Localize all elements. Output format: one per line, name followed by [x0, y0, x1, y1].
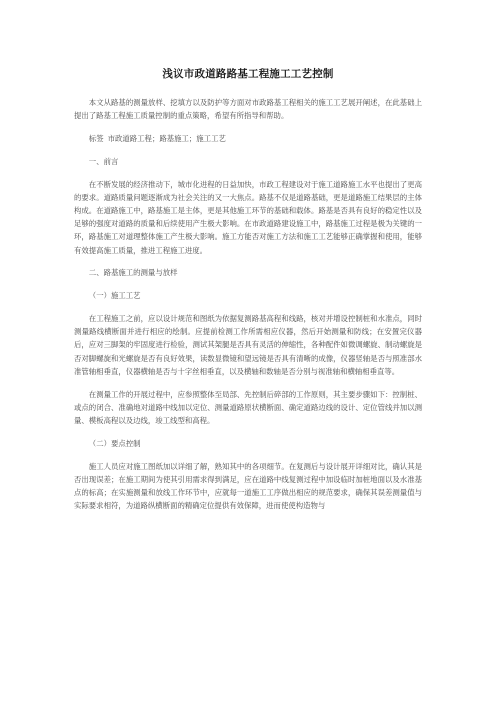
section-heading-preface: 一、前言 — [88, 156, 119, 166]
keywords-text: 市政道路工程；路基施工；施工工艺 — [107, 134, 226, 143]
keywords-line — [74, 132, 422, 145]
keywords-label: 标签 — [88, 134, 104, 143]
document-body — [74, 96, 422, 522]
process-paragraph-2: 在测量工作的开展过程中，应参照整体至局部、先控制后碎部的工作原则，其主要步骤如下：控制桩、或点的闭合、准确地对道路中线加以定位、测量道路原状横断面、确定道路边线的设计、定位管线并加以测量、模板高程以及边线，竣工线型和高程。 — [74, 389, 422, 426]
section-heading-survey: 二、路基施工的测量与放样 — [88, 268, 178, 278]
document-title: 浅议市政道路路基工程施工工艺控制 — [162, 68, 334, 80]
subsection-heading-process: （一）施工工艺 — [88, 291, 141, 301]
control-paragraph-1: 施工人员应对施工图纸加以详细了解，熟知其中的各项细节。在复测后与设计展开详细对比，确认其是否出现误差；在施工期间为使其引用需求得到满足，应在道路中线复测过程中加设临时加桩地面以及水准基点的标高；在实施测量和放线工作环节中，应就每一道施工工序做出相应的规范要求，确保其误差测量值与实际要求相符，为道路纵横断面的精确定位提供有效保障，进而使使构造物与 — [74, 461, 422, 511]
preface-paragraph: 在不断发展的经济推动下，城市化进程的日益加快，市政工程建设对于施工道路施工水平也提出了更高的要求。道路质量问题逐渐成为社会关注的又一大焦点。路基不仅是道路基础，更是道路施工结果层的主体构成。在道路施工中，路基施工是主体，更是其他施工环节的基础和载体。路基是否具有良好的稳定性以及足够的强度对道路的质量和后续使用产生极大影响。在市政道路建设施工中，路基施工过程是极为关键的一环，路基施工对道理整体施工产生极大影响。施工方能否对施工方法和施工工艺能够正确掌握和使用，能够有效提高施工质量，推进工程施工进度。 — [74, 179, 422, 255]
subsection-heading-control: （二）要点控制 — [88, 438, 141, 448]
process-paragraph-1: 在工程施工之前，应以设计规范和图纸为依据复测路基高程和线路，核对并增设控制桩和水准点，同时测量路线横断面并进行相应的绘制。应提前检测工作所需相应仪器，然后开始测量和防线；在安置完仪器后，应对三脚架的牢固度进行检验，测试其架腿是否具有灵活的伸缩性，各种配件如微调螺旋、制动螺旋是否对脚螺旋和光螺旋是否有良好效果，读数显微镜和望远镜是否具有清晰的成像，仪器竖轴是否与照准部水准管轴相垂直，仪器横轴是否与十字丝相垂直，以及横轴和数轴是否分别与视准轴和横轴相垂直等。 — [74, 314, 422, 376]
abstract-paragraph: 本文从路基的测量放样、挖填方以及防护等方面对市政路基工程相关的施工工艺展开阐述，在此基础上提出了路基工程施工质量控制的重点策略，希望有所指导和帮助。 — [74, 98, 422, 121]
